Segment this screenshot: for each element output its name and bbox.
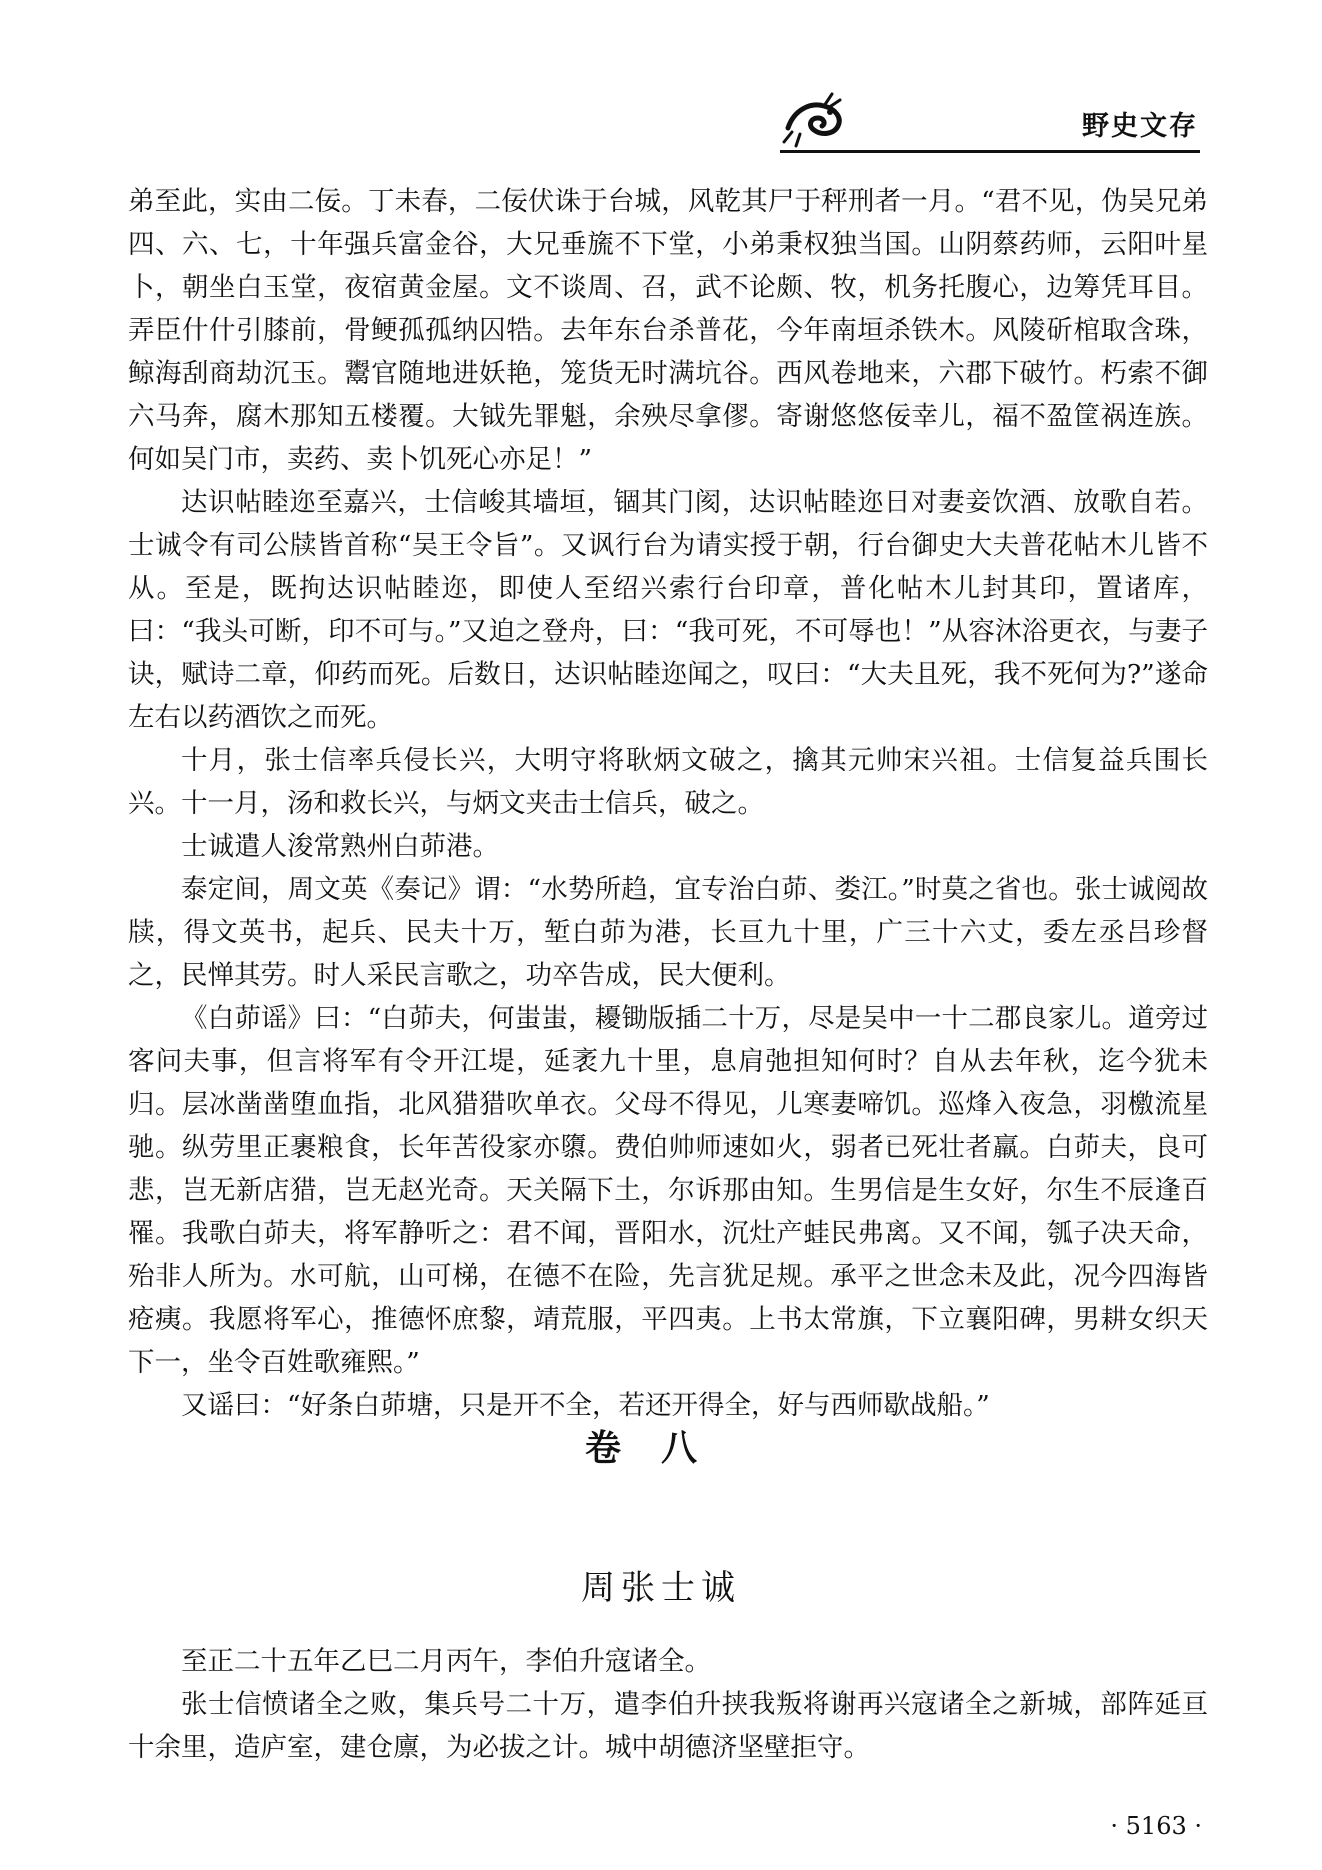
paragraph: 十月，张士信率兵侵长兴，大明守将耿炳文破之，擒其元帅宋兴祖。士信复益兵围长兴。十一月，汤和救长兴，与炳文夹击士信兵，破之。 <box>128 745 1208 819</box>
main-text <box>128 180 1208 1427</box>
paragraph: 《白茆谣》曰：“白茆夫，何蚩蚩，耰锄版插二十万，尽是吴中一十二郡良家儿。道旁过客问夫事，但言将军有令开江堤，延袤九十里，息肩弛担知何时？自从去年秋，迄今犹未归。层冰凿凿堕血指，北风猎猎吹单衣。父母不得见，儿寒妻啼饥。巡烽入夜急，羽檄流星驰。纵劳里正裹粮食，长年苦役家亦隳。费伯帅师速如火，弱者已死壮者羸。白茆夫，良可悲，岂无新店猎，岂无赵光奇。天关隔下土，尔诉那由知。生男信是生女好，尔生不辰逢百罹。我歌白茆夫，将军静听之：君不闻，晋阳水，沉灶产蛙民弗离。又不闻，瓠子决天命，殆非人所为。水可航，山可梯，在德不在险，先言犹足规。承平之世念未及此，况今四海皆疮痍。我愿将军心，推德怀庶黎，靖荒服，平四夷。上书太常旗，下立襄阳碑，男耕女织天下一，坐令百姓歌雍熙。” <box>128 1003 1208 1378</box>
paragraph: 达识帖睦迩至嘉兴，士信峻其墙垣，锢其门阂，达识帖睦迩日对妻妾饮酒、放歌自若。士诚令有司公牍皆首称“吴王令旨”。又讽行台为请实授于朝，行台御史大夫普花帖木儿皆不从。至是，既拘达识帖睦迩，即使人至绍兴索行台印章，普化帖木儿封其印，置诸库，曰：“我头可断，印不可与。”又迫之登舟，曰：“我可死，不可辱也！”从容沐浴更衣，与妻子诀，赋诗二章，仰药而死。后数日，达识帖睦迩闻之，叹曰：“大夫且死，我不死何为?”遂命左右以药酒饮之而死。 <box>128 487 1208 733</box>
page-number: · 5163 · <box>1110 1812 1202 1840</box>
paragraph: 弟至此，实由二佞。丁未春，二佞伏诛于台城，风乾其尸于秤刑者一月。“君不见，伪吴兄弟四、六、七，十年强兵富金谷，大兄垂旒不下堂，小弟秉权独当国。山阴蔡药师，云阳叶星卜，朝坐白玉堂，夜宿黄金屋。文不谈周、召，武不论颇、牧，机务托腹心，边筹凭耳目。弄臣什什引膝前，骨鲠孤孤纳囚牿。去年东台杀普花，今年南垣杀铁木。风陵斫棺取含珠，鲸海刮商劫沉玉。鬻官随地进妖艳，笼货无时满坑谷。西风卷地来，六郡下破竹。朽索不御六马奔，腐木那知五楼覆。大钺先罪魁，余殃尽拿僇。寄谢悠悠佞幸儿，福不盈筐祸连族。何如吴门市，卖药、卖卜饥死心亦足！” <box>128 186 1208 475</box>
section-heading: 周张士诚 <box>581 1568 741 1608</box>
paragraph: 泰定间，周文英《奏记》谓：“水势所趋，宜专治白茆、娄江。”时莫之省也。张士诚阅故牍，得文英书，起兵、民夫十万，堑白茆为港，长亘九十里，广三十六丈，委左丞吕珍督之，民惮其劳。时人采民言歌之，功卒告成，民大便利。 <box>128 874 1208 991</box>
volume-heading: 卷八 <box>584 1428 737 1469</box>
paragraph: 士诚遣人浚常熟州白茆港。 <box>181 831 499 862</box>
paragraph: 又谣曰：“好条白茆塘，只是开不全，若还开得全，好与西师歇战船。” <box>181 1390 990 1421</box>
page-header <box>770 88 1200 158</box>
running-title: 野史文存 <box>1082 111 1198 142</box>
paragraph: 张士信愤诸全之败，集兵号二十万，遣李伯升挟我叛将谢再兴寇诸全之新城，部阵延亘十余里，造庐室，建仓廪，为必拔之计。城中胡德济坚壁拒守。 <box>128 1689 1208 1763</box>
header-rule <box>780 150 1200 153</box>
paragraph: 至正二十五年乙巳二月丙午，李伯升寇诸全。 <box>181 1646 711 1677</box>
dragon-emblem-icon <box>780 88 850 148</box>
section-text <box>128 1640 1208 1769</box>
